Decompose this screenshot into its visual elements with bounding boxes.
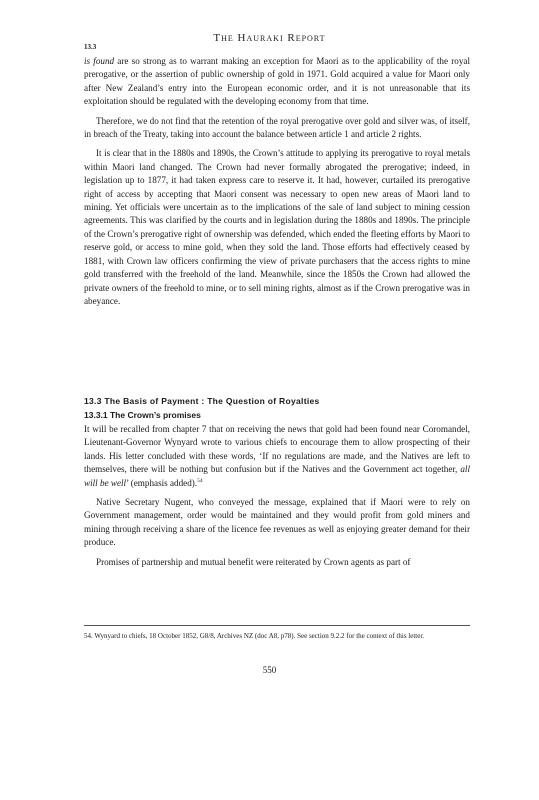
section-heading: 13.3 The Basis of Payment : The Question of Royalties — [84, 396, 320, 406]
emphasis-is-found: is found — [84, 56, 115, 66]
paragraph-4-end: ’ (emphasis added). — [126, 477, 198, 488]
paragraph-6: Promises of partnership and mutual benefit were reiterated by Crown agents as part of — [96, 556, 411, 567]
paragraph-1 — [84, 55, 470, 109]
emphasis-all-will-be-well: all will be well — [84, 464, 470, 488]
footnote-54: 54. Wynyard to chiefs, 18 October 1852, G8/8, Archives NZ (doc A8, p78). See section 9.2.2 for the context of this letter. — [84, 632, 425, 640]
body-text-upper — [84, 55, 470, 314]
paragraph-1-text: are so strong as to warrant making an exception for Maori as to the applicability of the royal prerogative, or the assertion of public ownership of gold in 1971. Gold acquired a value for Maori only after New Zealand’s entry into the European economic order, and it is not unreasonable that its exploitation should be regulated with the developing economy from that time. — [84, 56, 470, 107]
footnote-reference[interactable]: 54 — [197, 477, 203, 484]
footnote-divider — [84, 625, 470, 626]
page-number: 550 — [262, 665, 277, 675]
paragraph-2: Therefore, we do not find that the retention of the royal prerogative over gold and silver was, of itself, in breach of the Treaty, taking into account the balance between article 1 and article 2 rights. — [84, 115, 470, 140]
paragraph-5: Native Secretary Nugent, who conveyed the message, explained that if Maori were to rely on Government management, order would be maintained and they would profit from gold miners and mining through receiving a share of the licence fee revenues as well as enjoying greater demand for their produce. — [84, 497, 470, 548]
subsection-heading: 13.3.1 The Crown’s promises — [84, 410, 201, 420]
paragraph-4-text: It will be recalled from chapter 7 that on receiving the news that gold had been found near Coromandel, Lieutenant-Governor Wynyard wrote to various chiefs to encourage them to allow prospecting of their lands. His letter concluded with these words, ‘If no regulations are made, and the Natives are left to themselves, there will be nothing but confusion but if the Natives and the Government act together, — [84, 424, 470, 475]
body-text-lower — [84, 423, 470, 575]
running-section-number: 13.3 — [84, 43, 97, 51]
running-header: The Hauraki Report — [213, 32, 326, 44]
paragraph-4 — [84, 423, 470, 490]
paragraph-3: It is clear that in the 1880s and 1890s, the Crown’s attitude to applying its prerogative to royal metals within Maori land changed. The Crown had never formally abrogated the prerogative; indeed, in legislation up to 1877, it had taken express care to reserve it. It had, however, curtailed its prerogative right of access by accepting that Maori consent was necessary to open new areas of Maori land to mining. Yet officials were uncertain as to the implications of the sale of land subject to mining cession agreements. This was clarified by the courts and in legislation during the 1880s and 1890s. The principle of the Crown’s prerogative right of ownership was defended, which ended the fleeting efforts by Maori to reserve gold, or access to mine gold, when they sold the land. Those efforts had effectively ceased by 1881, with Crown law officers confirming the view of private purchasers that the access rights to mine gold transferred with the freehold of the land. Meanwhile, since the 1850s the Crown had allowed the private owners of the freehold to mine, or to sell mining rights, almost as if the Crown prerogative was in abeyance. — [84, 148, 470, 306]
